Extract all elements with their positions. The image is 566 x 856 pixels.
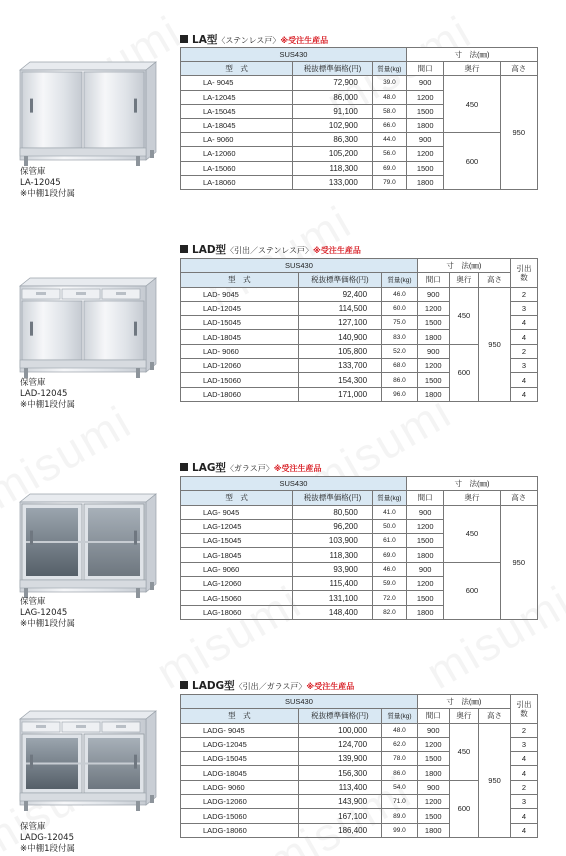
price-cell: 171,000 — [298, 387, 381, 401]
width-cell: 1800 — [406, 118, 443, 132]
depth-column-header: 奥行 — [449, 709, 478, 723]
weight-cell: 41.0 — [372, 505, 406, 519]
price-cell: 131,100 — [293, 591, 373, 605]
door-type-subtitle: 〈ガラス戸〉 — [225, 464, 274, 473]
lad-spec-table — [180, 258, 538, 402]
model-cell: LA- 9045 — [181, 76, 293, 90]
weight-cell: 48.0 — [372, 90, 406, 104]
price-cell: 167,100 — [298, 809, 381, 823]
model-type-title: LA型 — [192, 34, 218, 46]
width-cell: 1200 — [406, 577, 443, 591]
width-column-header: 間口 — [417, 709, 449, 723]
width-cell: 1200 — [406, 90, 443, 104]
dimension-header: 寸 法(㎜) — [406, 477, 537, 491]
lag-spec-table — [180, 476, 538, 620]
height-column-header: 高さ — [479, 273, 511, 287]
model-cell: LAD-18045 — [181, 330, 299, 344]
caption-product-name: 保管庫 — [20, 167, 46, 177]
model-cell: LAG-12045 — [181, 519, 293, 533]
weight-cell: 50.0 — [372, 519, 406, 533]
model-cell: LAD- 9060 — [181, 344, 299, 358]
weight-cell: 59.0 — [372, 577, 406, 591]
caption-accessory-note: ※中棚1段付属 — [20, 400, 76, 410]
price-cell: 186,400 — [298, 823, 381, 837]
model-cell: LAD-15045 — [181, 316, 299, 330]
model-cell: LADG-12045 — [181, 737, 299, 751]
weight-cell: 46.0 — [372, 562, 406, 576]
weight-column-header: 質量(kg) — [382, 709, 418, 723]
width-cell: 1500 — [417, 809, 449, 823]
weight-cell: 54.0 — [382, 780, 418, 794]
drawer-count-cell: 2 — [510, 723, 537, 737]
model-column-header: 型 式 — [181, 709, 299, 723]
dimension-header: 寸 法(㎜) — [417, 695, 510, 709]
price-cell: 114,500 — [298, 301, 381, 315]
drawer-count-cell: 4 — [510, 316, 537, 330]
weight-cell: 86.0 — [382, 766, 418, 780]
model-cell: LA-18060 — [181, 175, 293, 189]
height-cell: 950 — [500, 76, 537, 190]
model-type-title: LAG型 — [192, 462, 226, 474]
weight-cell: 86.0 — [382, 373, 418, 387]
model-cell: LA-15060 — [181, 161, 293, 175]
model-cell: LAG- 9045 — [181, 505, 293, 519]
weight-cell: 56.0 — [372, 147, 406, 161]
price-cell: 86,300 — [293, 133, 373, 147]
width-cell: 1500 — [406, 534, 443, 548]
model-cell: LAG-15060 — [181, 591, 293, 605]
model-cell: LAD-12045 — [181, 301, 299, 315]
width-cell: 1500 — [406, 161, 443, 175]
model-cell: LAD-18060 — [181, 387, 299, 401]
table-header-row — [181, 709, 538, 723]
model-type-title: LADG型 — [192, 680, 235, 692]
price-cell: 133,700 — [298, 359, 381, 373]
weight-cell: 44.0 — [372, 133, 406, 147]
model-cell: LAD-15060 — [181, 373, 299, 387]
table-row — [181, 505, 538, 519]
price-cell: 124,700 — [298, 737, 381, 751]
weight-cell: 79.0 — [372, 175, 406, 189]
table-header-row — [181, 695, 538, 709]
table-row — [181, 287, 538, 301]
model-cell: LA-12060 — [181, 147, 293, 161]
model-cell: LAG-18060 — [181, 605, 293, 619]
table-row — [181, 562, 538, 576]
caption-product-name: 保管庫 — [20, 378, 46, 388]
width-cell: 1800 — [417, 823, 449, 837]
price-cell: 105,200 — [293, 147, 373, 161]
width-cell: 1800 — [417, 766, 449, 780]
width-cell: 1200 — [417, 359, 449, 373]
height-column-header: 高さ — [500, 491, 537, 505]
model-type-title: LAD型 — [192, 244, 227, 256]
price-column-header: 税抜標準価格(円) — [293, 62, 373, 76]
height-cell: 950 — [479, 723, 511, 837]
weight-cell: 75.0 — [382, 316, 418, 330]
price-cell: 148,400 — [293, 605, 373, 619]
model-cell: LA-15045 — [181, 104, 293, 118]
table-header-row — [181, 477, 538, 491]
depth-cell: 450 — [449, 723, 478, 780]
height-column-header: 高さ — [500, 62, 537, 76]
price-column-header: 税抜標準価格(円) — [298, 709, 381, 723]
price-cell: 72,900 — [293, 76, 373, 90]
made-to-order-note: ※受注生産品 — [306, 682, 355, 691]
caption-accessory-note: ※中棚1段付属 — [20, 619, 76, 629]
square-bullet-icon — [180, 35, 188, 43]
depth-cell: 600 — [449, 344, 478, 401]
width-cell: 1800 — [406, 548, 443, 562]
width-cell: 1200 — [406, 147, 443, 161]
model-cell: LAG-12060 — [181, 577, 293, 591]
model-cell: LADG- 9060 — [181, 780, 299, 794]
width-cell: 1800 — [417, 387, 449, 401]
depth-cell: 450 — [449, 287, 478, 344]
table-header-row — [181, 273, 538, 287]
dimension-header: 寸 法(㎜) — [417, 259, 510, 273]
caption-model: LADG-12045 — [20, 833, 74, 843]
la-product-caption — [20, 167, 75, 200]
model-cell: LAD-12060 — [181, 359, 299, 373]
width-cell: 1800 — [406, 605, 443, 619]
material-header: SUS430 — [181, 48, 407, 62]
weight-cell: 69.0 — [372, 548, 406, 562]
depth-column-header: 奥行 — [449, 273, 478, 287]
depth-cell: 450 — [444, 76, 500, 133]
material-header: SUS430 — [181, 695, 418, 709]
drawer-count-header: 引出数 — [510, 695, 537, 724]
price-cell: 91,100 — [293, 104, 373, 118]
price-cell: 115,400 — [293, 577, 373, 591]
door-type-subtitle: 〈引出／ガラス戸〉 — [234, 682, 307, 691]
weight-cell: 69.0 — [372, 161, 406, 175]
caption-product-name: 保管庫 — [20, 597, 46, 607]
weight-cell: 62.0 — [382, 737, 418, 751]
drawer-count-cell: 3 — [510, 359, 537, 373]
width-column-header: 間口 — [406, 491, 443, 505]
model-column-header: 型 式 — [181, 491, 293, 505]
price-cell: 86,000 — [293, 90, 373, 104]
price-cell: 113,400 — [298, 780, 381, 794]
width-cell: 900 — [406, 562, 443, 576]
weight-cell: 48.0 — [382, 723, 418, 737]
price-cell: 140,900 — [298, 330, 381, 344]
door-type-subtitle: 〈引出／ステンレス戸〉 — [226, 246, 314, 255]
price-cell: 93,900 — [293, 562, 373, 576]
width-cell: 900 — [417, 344, 449, 358]
weight-cell: 66.0 — [372, 118, 406, 132]
drawer-count-cell: 4 — [510, 387, 537, 401]
weight-column-header: 質量(kg) — [382, 273, 418, 287]
table-header-row — [181, 48, 538, 62]
price-cell: 133,000 — [293, 175, 373, 189]
width-cell: 900 — [406, 505, 443, 519]
weight-cell: 99.0 — [382, 823, 418, 837]
weight-cell: 82.0 — [372, 605, 406, 619]
table-header-row — [181, 259, 538, 273]
model-column-header: 型 式 — [181, 62, 293, 76]
price-cell: 102,900 — [293, 118, 373, 132]
drawer-count-cell: 3 — [510, 301, 537, 315]
dimension-header: 寸 法(㎜) — [406, 48, 537, 62]
ladg-cabinet-image — [16, 705, 166, 805]
square-bullet-icon — [180, 681, 188, 689]
lad-cabinet-image — [16, 272, 166, 372]
square-bullet-icon — [180, 463, 188, 471]
weight-cell: 96.0 — [382, 387, 418, 401]
model-cell: LAG-15045 — [181, 534, 293, 548]
price-cell: 156,300 — [298, 766, 381, 780]
square-bullet-icon — [180, 245, 188, 253]
price-cell: 103,900 — [293, 534, 373, 548]
la-section-title — [180, 34, 328, 47]
caption-model: LA-12045 — [20, 178, 61, 188]
lag-section-title — [180, 462, 321, 475]
model-cell: LADG-18045 — [181, 766, 299, 780]
model-column-header: 型 式 — [181, 273, 299, 287]
drawer-count-cell: 3 — [510, 795, 537, 809]
drawer-count-cell: 4 — [510, 752, 537, 766]
model-cell: LADG- 9045 — [181, 723, 299, 737]
drawer-count-cell: 4 — [510, 330, 537, 344]
model-cell: LAD- 9045 — [181, 287, 299, 301]
weight-cell: 58.0 — [372, 104, 406, 118]
lad-section-title — [180, 244, 361, 257]
model-cell: LA-12045 — [181, 90, 293, 104]
drawer-count-cell: 3 — [510, 737, 537, 751]
price-column-header: 税抜標準価格(円) — [293, 491, 373, 505]
caption-accessory-note: ※中棚1段付属 — [20, 189, 76, 199]
drawer-count-cell: 2 — [510, 344, 537, 358]
material-header: SUS430 — [181, 477, 407, 491]
drawer-count-cell: 4 — [510, 766, 537, 780]
weight-cell: 39.0 — [372, 76, 406, 90]
price-cell: 92,400 — [298, 287, 381, 301]
width-cell: 1500 — [417, 316, 449, 330]
weight-cell: 71.0 — [382, 795, 418, 809]
model-cell: LADG-18060 — [181, 823, 299, 837]
weight-cell: 72.0 — [372, 591, 406, 605]
made-to-order-note: ※受注生産品 — [273, 464, 322, 473]
weight-column-header: 質量(kg) — [372, 62, 406, 76]
model-cell: LAG-18045 — [181, 548, 293, 562]
made-to-order-note: ※受注生産品 — [313, 246, 361, 255]
width-cell: 1500 — [417, 373, 449, 387]
material-header: SUS430 — [181, 259, 418, 273]
table-row — [181, 723, 538, 737]
door-type-subtitle: 〈ステンレス戸〉 — [217, 36, 281, 45]
caption-accessory-note: ※中棚1段付属 — [20, 844, 76, 854]
depth-column-header: 奥行 — [444, 491, 500, 505]
weight-cell: 83.0 — [382, 330, 418, 344]
ladg-spec-table — [180, 694, 538, 838]
width-cell: 900 — [417, 723, 449, 737]
price-cell: 127,100 — [298, 316, 381, 330]
table-header-row — [181, 62, 538, 76]
price-cell: 100,000 — [298, 723, 381, 737]
table-row — [181, 133, 538, 147]
caption-model: LAG-12045 — [20, 608, 68, 618]
drawer-count-cell: 4 — [510, 809, 537, 823]
price-cell: 143,900 — [298, 795, 381, 809]
lad-product-caption — [20, 378, 75, 411]
lag-cabinet-image — [16, 492, 166, 592]
price-cell: 154,300 — [298, 373, 381, 387]
model-cell: LA-18045 — [181, 118, 293, 132]
model-cell: LAG- 9060 — [181, 562, 293, 576]
depth-cell: 450 — [444, 505, 500, 562]
price-cell: 139,900 — [298, 752, 381, 766]
height-cell: 950 — [479, 287, 511, 401]
width-cell: 1500 — [406, 591, 443, 605]
lag-product-caption — [20, 597, 75, 630]
width-column-header: 間口 — [406, 62, 443, 76]
depth-cell: 600 — [444, 562, 500, 619]
weight-cell: 89.0 — [382, 809, 418, 823]
width-cell: 1800 — [406, 175, 443, 189]
price-cell: 105,800 — [298, 344, 381, 358]
ladg-section-title — [180, 680, 354, 693]
weight-cell: 60.0 — [382, 301, 418, 315]
price-cell: 118,300 — [293, 161, 373, 175]
ladg-product-caption — [20, 822, 75, 855]
model-cell: LA- 9060 — [181, 133, 293, 147]
weight-cell: 68.0 — [382, 359, 418, 373]
drawer-count-cell: 2 — [510, 780, 537, 794]
width-cell: 1500 — [406, 104, 443, 118]
table-header-row — [181, 491, 538, 505]
weight-cell: 78.0 — [382, 752, 418, 766]
width-cell: 900 — [406, 133, 443, 147]
weight-cell: 52.0 — [382, 344, 418, 358]
drawer-count-header: 引出数 — [510, 259, 537, 288]
table-row — [181, 76, 538, 90]
model-cell: LADG-15045 — [181, 752, 299, 766]
width-cell: 1200 — [417, 301, 449, 315]
weight-cell: 46.0 — [382, 287, 418, 301]
caption-product-name: 保管庫 — [20, 822, 46, 832]
width-cell: 1800 — [417, 330, 449, 344]
width-column-header: 間口 — [417, 273, 449, 287]
model-cell: LADG-15060 — [181, 809, 299, 823]
height-cell: 950 — [500, 505, 537, 619]
made-to-order-note: ※受注生産品 — [280, 36, 329, 45]
width-cell: 1200 — [417, 737, 449, 751]
width-cell: 900 — [417, 287, 449, 301]
price-cell: 80,500 — [293, 505, 373, 519]
width-cell: 1200 — [406, 519, 443, 533]
drawer-count-cell: 4 — [510, 823, 537, 837]
la-cabinet-image — [16, 60, 166, 160]
depth-cell: 600 — [449, 780, 478, 837]
width-cell: 900 — [406, 76, 443, 90]
depth-column-header: 奥行 — [444, 62, 500, 76]
weight-column-header: 質量(kg) — [372, 491, 406, 505]
drawer-count-cell: 4 — [510, 373, 537, 387]
width-cell: 1500 — [417, 752, 449, 766]
width-cell: 900 — [417, 780, 449, 794]
drawer-count-cell: 2 — [510, 287, 537, 301]
height-column-header: 高さ — [479, 709, 511, 723]
price-cell: 96,200 — [293, 519, 373, 533]
caption-model: LAD-12045 — [20, 389, 68, 399]
depth-cell: 600 — [444, 133, 500, 190]
price-cell: 118,300 — [293, 548, 373, 562]
weight-cell: 61.0 — [372, 534, 406, 548]
model-cell: LADG-12060 — [181, 795, 299, 809]
price-column-header: 税抜標準価格(円) — [298, 273, 381, 287]
la-spec-table — [180, 47, 538, 190]
width-cell: 1200 — [417, 795, 449, 809]
